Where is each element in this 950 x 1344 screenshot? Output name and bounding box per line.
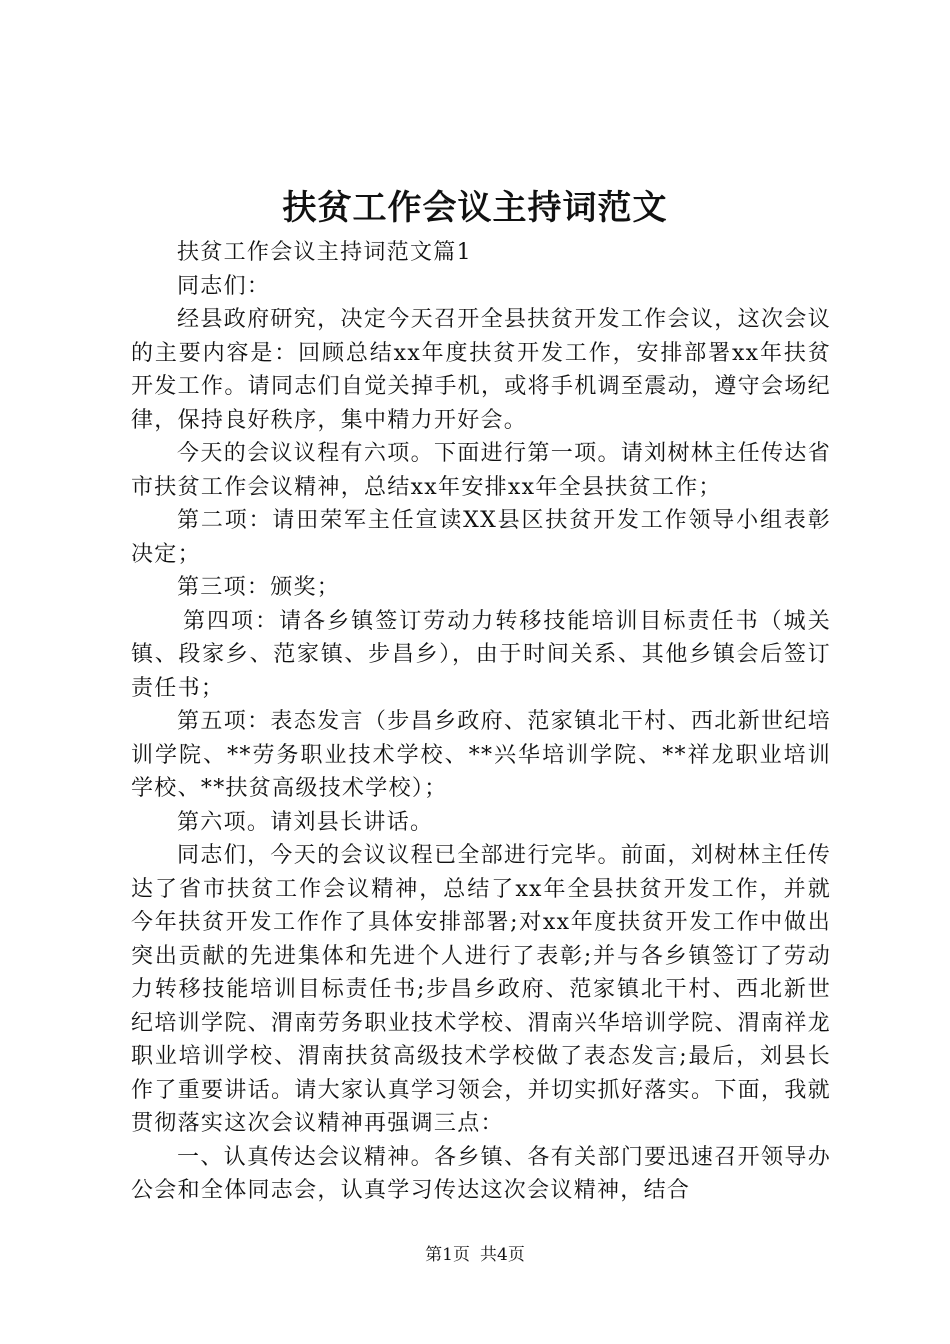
- page-number-current: 第1页: [425, 1245, 470, 1265]
- page-footer: [0, 1243, 950, 1267]
- paragraph: 今天的会议议程有六项。下面进行第一项。请刘树林主任传达省市扶贫工作会议精神，总结xx年安排xx年全县扶贫工作；: [131, 441, 831, 500]
- document-body: [131, 236, 831, 1208]
- paragraph: 第四项：请各乡镇签订劳动力转移技能培训目标责任书（城关镇、段家乡、范家镇、步昌乡），由于时间关系、其他乡镇会后签订责任书；: [131, 608, 831, 701]
- document-title: 扶贫工作会议主持词范文: [282, 188, 668, 228]
- page-number-total: 共4页: [480, 1245, 525, 1265]
- paragraph: 第二项：请田荣军主任宣读XX县区扶贫开发工作领导小组表彰决定；: [131, 508, 831, 567]
- paragraph-heading: 扶贫工作会议主持词范文篇1: [177, 240, 472, 265]
- paragraph: 经县政府研究，决定今天召开全县扶贫开发工作会议，这次会议的主要内容是：回顾总结xx年度扶贫开发工作，安排部署xx年扶贫开发工作。请同志们自觉关掉手机，或将手机调至震动，遵守会场纪律，保持良好秩序，集中精力开好会。: [131, 307, 831, 433]
- paragraph-salutation: 同志们：: [177, 273, 271, 299]
- paragraph: 一、认真传达会议精神。各乡镇、各有关部门要迅速召开领导办公会和全体同志会，认真学习传达这次会议精神，结合: [131, 1144, 831, 1203]
- paragraph: 同志们，今天的会议议程已全部进行完毕。前面，刘树林主任传达了省市扶贫工作会议精神，总结了xx年全县扶贫开发工作，并就今年扶贫开发工作作了具体安排部署;对xx年度扶贫开发工作中做出突出贡献的先进集体和先进个人进行了表彰;并与各乡镇签订了劳动力转移技能培训目标责任书;步昌乡政府、范家镇北干村、西北新世纪培训学院、渭南劳务职业技术学校、渭南兴华培训学院、渭南祥龙职业培训学校、渭南扶贫高级技术学校做了表态发言;最后，刘县长作了重要讲话。请大家认真学习领会，并切实抓好落实。下面，我就贯彻落实这次会议精神再强调三点：: [131, 843, 831, 1136]
- paragraph: 第五项：表态发言（步昌乡政府、范家镇北干村、西北新世纪培训学院、**劳务职业技术学校、**兴华培训学院、**祥龙职业培训学校、**扶贫高级技术学校）；: [131, 709, 831, 801]
- paragraph: 第三项：颁奖；: [177, 575, 341, 600]
- paragraph: 第六项。请刘县长讲话。: [177, 809, 434, 835]
